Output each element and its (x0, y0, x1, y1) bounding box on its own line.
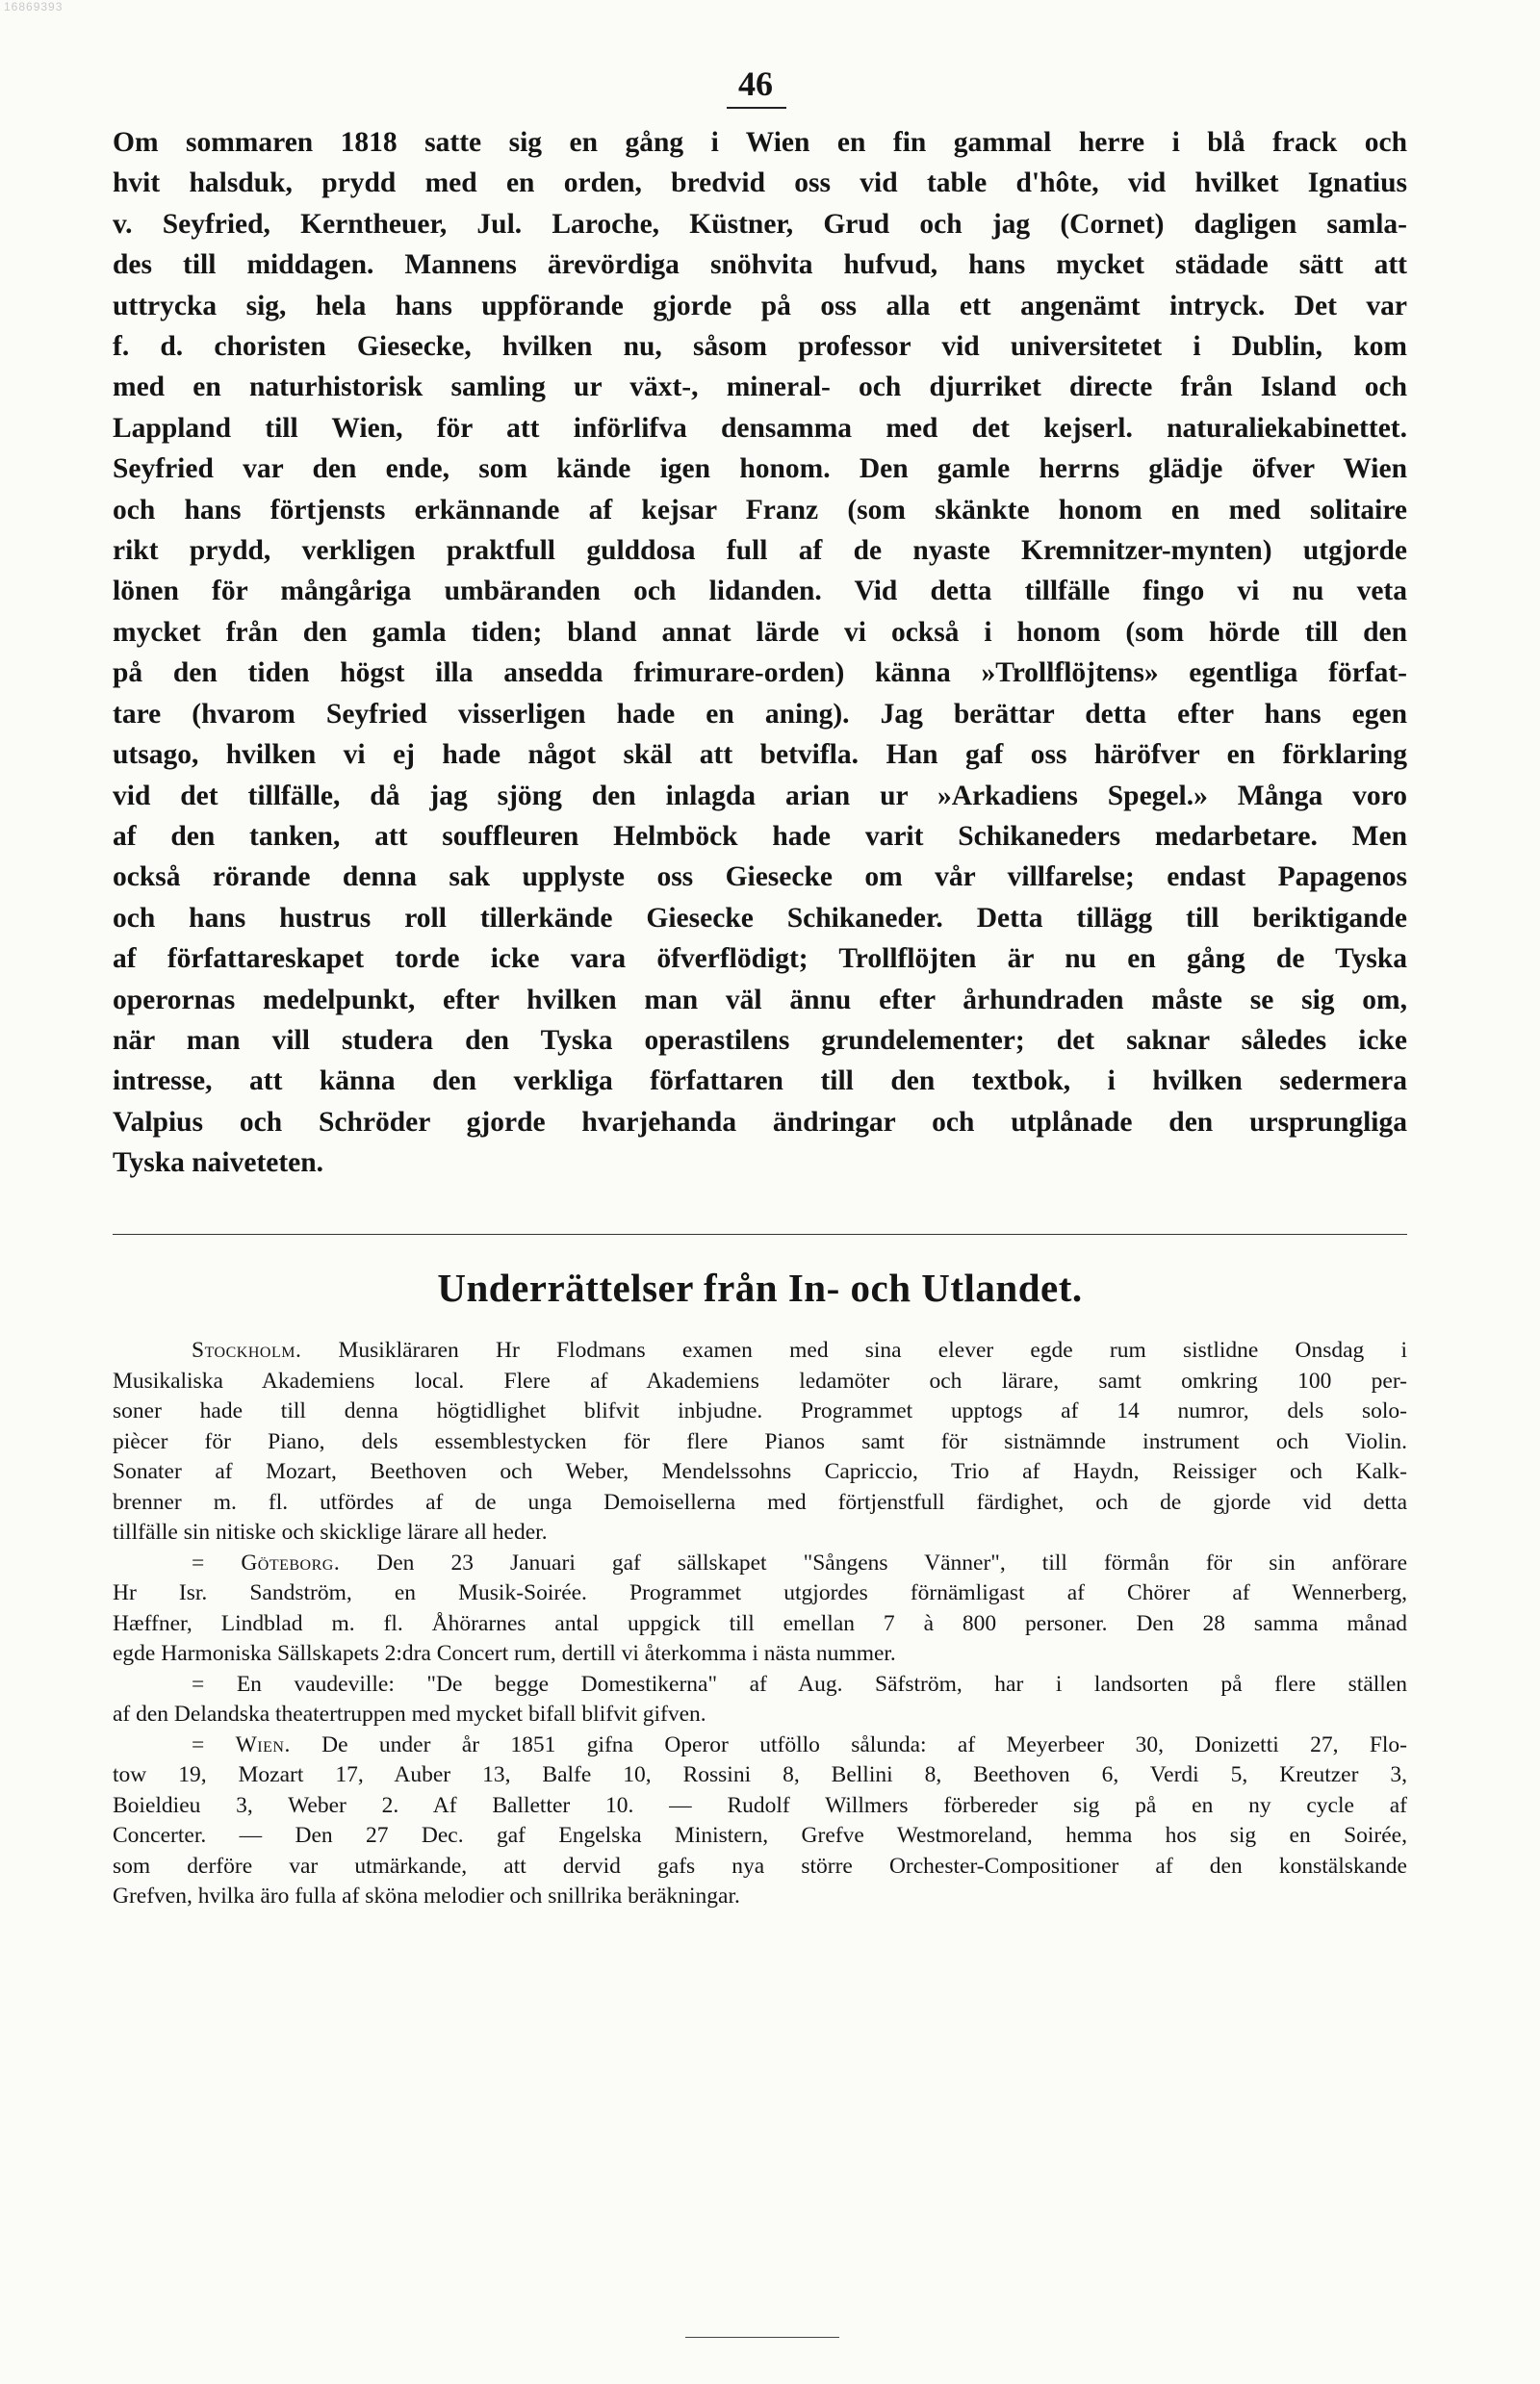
news-line: Hr Isr. Sandström, en Musik-Soirée. Programmet utgjordes förnämligast af Chörer af Wennerberg, (113, 1580, 1407, 1605)
news-line: egde Harmoniska Sällskapets 2:dra Concert rum, dertill vi återkomma i nästa nummer. (113, 1641, 896, 1666)
news-line (113, 1730, 1407, 1761)
news-line-text: Den 23 Januari gaf sällskapet "Sångens Vänner", till förmån för sin anförare (376, 1550, 1408, 1576)
news-place-goteborg: Göteborg. (241, 1550, 341, 1576)
text-line: och hans förtjensts erkännande af kejsar Franz (som skänkte honom en med solitaire (113, 494, 1407, 526)
text-line: hvit halsduk, prydd med en orden, bredvid oss vid table d'hôte, vid hvilket Ignatius (113, 167, 1407, 199)
news-line: som derföre var utmärkande, att dervid gafs nya större Orchester-Compositioner af den konstälskande (113, 1853, 1407, 1879)
news-line-text: De under år 1851 gifna Operor utföllo sålunda: af Meyerbeer 30, Donizetti 27, Flo- (321, 1731, 1407, 1757)
text-line: mycket från den gamla tiden; bland annat lärde vi också i honom (som hörde till den (113, 616, 1407, 648)
text-line: Om sommaren 1818 satte sig en gång i Wien en fin gammal herre i blå frack och (113, 127, 1407, 158)
news-line: Sonater af Mozart, Beethoven och Weber, Mendelssohns Capriccio, Trio af Haydn, Reissiger och Kalk- (113, 1459, 1407, 1484)
news-line (113, 1336, 1407, 1367)
main-article-text (113, 122, 1407, 1184)
news-line: Concerter. — Den 27 Dec. gaf Engelska Ministern, Grefve Westmoreland, hemma hos sig en Soirée, (113, 1823, 1407, 1848)
news-line (113, 1670, 1407, 1701)
text-line: v. Seyfried, Kerntheuer, Jul. Laroche, Küstner, Grud och jag (Cornet) dagligen samla- (113, 208, 1407, 240)
news-place-wien: Wien. (235, 1731, 291, 1757)
section-divider (113, 1234, 1407, 1235)
text-line: operornas medelpunkt, efter hvilken man väl ännu efter århundraden måste se sig om, (113, 984, 1407, 1015)
news-line: tillfälle sin nitiske och skicklige lärare all heder. (113, 1520, 548, 1545)
text-line: också rörande denna sak upplyste oss Giesecke om vår villfarelse; endast Papagenos (113, 861, 1407, 893)
text-line: af författareskapet torde icke vara öfverflödigt; Trollflöjten är nu en gång de Tyska (113, 943, 1407, 975)
text-line: uttrycka sig, hela hans uppförande gjorde på oss alla ett angenämt intryck. Det var (113, 290, 1407, 321)
news-marker: = (192, 1550, 205, 1576)
news-line: Hæffner, Lindblad m. fl. Åhörarnes antal uppgick till emellan 7 à 800 personer. Den 28 samma månad (113, 1610, 1407, 1636)
text-line: vid det tillfälle, då jag sjöng den inlagda arian ur »Arkadiens Spegel.» Många voro (113, 780, 1407, 811)
news-line: af den Delandska theatertruppen med mycket bifall blifvit gifven. (113, 1702, 706, 1727)
section-heading: Underrättelser från In- och Utlandet. (437, 1266, 1083, 1310)
news-line (113, 1549, 1407, 1579)
text-line: lönen för mångåriga umbäranden och lidanden. Vid detta tillfälle fingo vi nu veta (113, 576, 1407, 607)
text-line: Valpius och Schröder gjorde hvarjehanda ändringar och utplånade den ursprungliga (113, 1106, 1407, 1138)
text-line: tare (hvarom Seyfried visserligen hade en aning). Jag berättar detta efter hans egen (113, 698, 1407, 730)
text-line: och hans hustrus roll tillerkände Giesecke Schikaneder. Detta tillägg till beriktigande (113, 902, 1407, 934)
news-section (113, 1336, 1407, 1912)
news-line: piècer för Piano, dels essemblestycken för flere Pianos samt för sistnämnde instrument och Violin. (113, 1428, 1407, 1454)
news-line: Grefven, hvilka äro fulla af sköna melodier och snillrika beräkningar. (113, 1884, 740, 1909)
scan-id-stamp: 16869393 (4, 0, 64, 13)
news-line-text: Musikläraren Hr Flodmans examen med sina elever egde rum sistlidne Onsdag i (338, 1338, 1407, 1363)
news-marker: = (192, 1731, 205, 1757)
page-number: 46 (738, 64, 773, 103)
news-line: Boieldieu 3, Weber 2. Af Balletter 10. — Rudolf Willmers förbereder sig på en ny cycle af (113, 1792, 1407, 1818)
text-line: Lappland till Wien, för att införlifva densamma med det kejserl. naturaliekabinettet. (113, 412, 1407, 444)
news-line: tow 19, Mozart 17, Auber 13, Balfe 10, Rossini 8, Bellini 8, Beethoven 6, Verdi 5, Kreutzer 3, (113, 1762, 1407, 1787)
news-line-text: En vaudeville: "De begge Domestikerna" af Aug. Säfström, har i landsorten på flere ställen (236, 1671, 1408, 1697)
text-line: när man vill studera den Tyska operastilens grundelementer; det saknar således icke (113, 1024, 1407, 1056)
text-line: rikt prydd, verkligen praktfull gulddosa full af de nyaste Kremnitzer-mynten) utgjorde (113, 535, 1407, 567)
text-line: Seyfried var den ende, som kände igen honom. Den gamle herrns glädje öfver Wien (113, 453, 1407, 485)
news-place-stockholm: Stockholm. (192, 1338, 302, 1363)
text-line: utsago, hvilken vi ej hade något skäl att betvifla. Han gaf oss häröfver en förklaring (113, 739, 1407, 771)
text-line: Tyska naiveteten. (113, 1147, 324, 1179)
news-marker: = (192, 1671, 205, 1697)
end-rule (685, 2337, 839, 2338)
text-line: f. d. choristen Giesecke, hvilken nu, såsom professor vid universitetet i Dublin, kom (113, 331, 1407, 363)
text-line: af den tanken, att souffleuren Helmböck hade varit Schikaneders medarbetare. Men (113, 820, 1407, 852)
news-line: soner hade till denna högtidlighet blifvit inbjudne. Programmet upptogs af 14 numror, dels solo- (113, 1398, 1407, 1423)
text-line: des till middagen. Mannens ärevördiga snöhvita hufvud, hans mycket städade sätt att (113, 249, 1407, 281)
page-number-underline (727, 107, 786, 109)
news-line: Musikaliska Akademiens local. Flere af Akademiens ledamöter och lärare, samt omkring 100 per- (113, 1368, 1407, 1394)
text-line: intresse, att känna den verkliga författaren till den textbok, i hvilken sedermera (113, 1065, 1407, 1097)
text-line: med en naturhistorisk samling ur växt-, mineral- och djurriket directe från Island och (113, 372, 1407, 403)
news-line: brenner m. fl. utfördes af de unga Demoisellerna med förtjenstfull färdighet, och de gjorde vid detta (113, 1489, 1407, 1515)
text-line: på den tiden högst illa ansedda frimurare-orden) känna »Trollflöjtens» egentliga förfat- (113, 657, 1407, 689)
